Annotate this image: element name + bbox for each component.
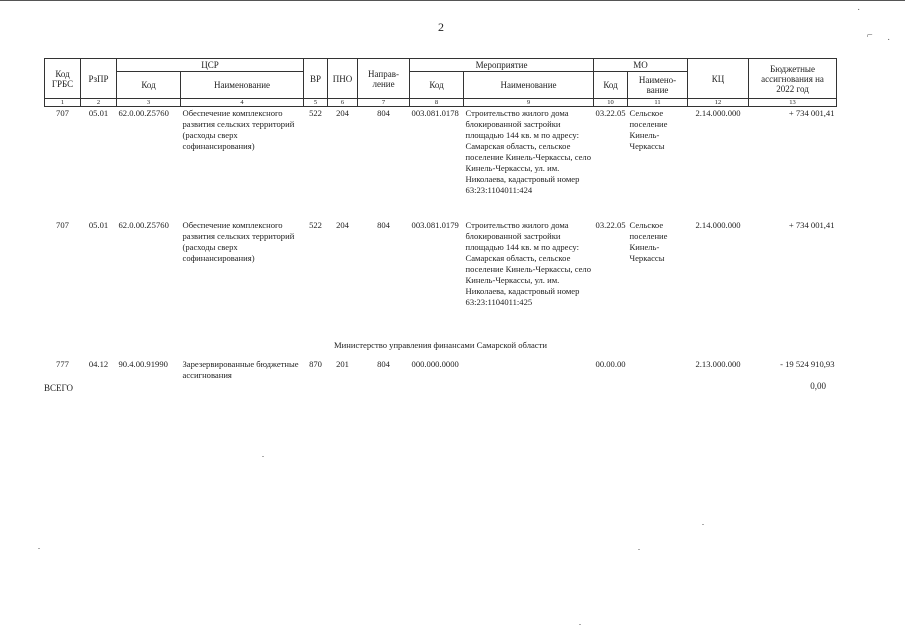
scan-artifact: ⌐ xyxy=(867,30,873,41)
cell-mo-code: 00.00.00 xyxy=(595,359,626,369)
cell-csr-code: 90.4.00.91990 xyxy=(118,359,168,369)
cell-mo-name: Сельское поселение Кинель-Черкассы xyxy=(629,108,668,151)
cell-csr-name: Обеспечение комплексного развития сельских территорий (расходы сверх софинансирования) xyxy=(182,220,295,263)
total-label: ВСЕГО xyxy=(44,383,73,393)
ministry-label: Министерство управления финансами Самарской области xyxy=(334,339,547,350)
scan-artifact: ˙ xyxy=(887,38,891,49)
cell-mo-code: 03.22.05 xyxy=(595,220,626,230)
scan-speck xyxy=(38,548,40,549)
header-mo-name: Наимено-вание xyxy=(628,72,688,99)
column-index: 1 xyxy=(45,99,81,107)
cell-mo-name: Сельское поселение Кинель-Черкассы xyxy=(629,220,668,263)
column-index: 9 xyxy=(464,99,594,107)
cell-amount: + 734 001,41 xyxy=(788,220,835,230)
cell-event-name xyxy=(464,354,594,382)
header-rzpr: РзПР xyxy=(81,59,117,99)
column-index: 2 xyxy=(81,99,117,107)
cell-rzpr: 05.01 xyxy=(88,220,109,230)
cell-event-code: 003.081.0179 xyxy=(411,220,459,230)
header-mo: МО xyxy=(594,59,688,72)
column-index: 5 xyxy=(304,99,328,107)
column-index: 11 xyxy=(628,99,688,107)
column-index: 4 xyxy=(181,99,304,107)
cell-pno: 204 xyxy=(336,108,349,118)
cell-mo-name xyxy=(628,354,688,382)
header-vr: ВР xyxy=(304,59,328,99)
cell-grbs: 707 xyxy=(56,108,69,118)
cell-pno: 204 xyxy=(336,220,349,230)
header-csr-code: Код xyxy=(117,72,181,99)
scan-speck xyxy=(702,524,704,525)
header-kc: КЦ xyxy=(688,59,749,99)
ministry-section-heading xyxy=(45,331,837,354)
table-row xyxy=(45,354,837,382)
cell-grbs: 707 xyxy=(56,220,69,230)
scan-speck xyxy=(638,549,640,550)
cell-kc: 2.14.000.000 xyxy=(695,220,741,230)
cell-rzpr: 05.01 xyxy=(88,108,109,118)
cell-mo-code: 03.22.05 xyxy=(595,108,626,118)
column-index: 7 xyxy=(358,99,410,107)
cell-rzpr: 04.12 xyxy=(88,359,109,369)
header-csr-name: Наименование xyxy=(181,72,304,99)
header-allocations: Бюджетные ассигнования на 2022 год xyxy=(749,59,837,99)
cell-kc: 2.14.000.000 xyxy=(695,108,741,118)
scan-speck xyxy=(579,624,581,625)
header-direction: Направ-ление xyxy=(358,59,410,99)
header-grbs: Код ГРБС xyxy=(45,59,81,99)
cell-csr-name: Обеспечение комплексного развития сельских территорий (расходы сверх софинансирования) xyxy=(182,108,295,151)
column-index: 6 xyxy=(328,99,358,107)
header-event-name: Наименование xyxy=(464,72,594,99)
total-value: 0,00 xyxy=(810,381,826,391)
page-top-border xyxy=(0,0,905,1)
header-csr: ЦСР xyxy=(117,59,304,72)
column-index: 12 xyxy=(688,99,749,107)
table-row xyxy=(45,219,837,331)
cell-event-name: Строительство жилого дома блокированной застройки площадью 144 кв. м по адресу: Самарская область, сельское поселение Кинель-Черкассы, село Кинель-Черкассы, ул. им. Николаева, кадастровый номер 63:23:1104011:424 xyxy=(465,108,592,195)
page-number: 2 xyxy=(438,20,444,34)
cell-event-code: 003.081.0178 xyxy=(411,108,459,118)
scan-artifact: ˙ xyxy=(857,8,861,19)
cell-event-code: 000.000.0000 xyxy=(411,359,459,369)
cell-direction: 804 xyxy=(377,220,390,230)
header-mo-code: Код xyxy=(594,72,628,99)
column-index: 8 xyxy=(410,99,464,107)
cell-grbs: 777 xyxy=(56,359,69,369)
header-event: Мероприятие xyxy=(410,59,594,72)
budget-allocation-table xyxy=(44,58,837,382)
scan-speck xyxy=(262,456,264,457)
cell-event-name: Строительство жилого дома блокированной застройки площадью 144 кв. м по адресу: Самарская область, сельское поселение Кинель-Черкассы, село Кинель-Черкассы, ул. им. Николаева, кадастровый номер 63:23:1104011:425 xyxy=(465,220,592,307)
cell-csr-code: 62.0.00.Z5760 xyxy=(118,220,169,230)
cell-amount: - 19 524 910,93 xyxy=(780,359,835,369)
cell-pno: 201 xyxy=(336,359,349,369)
column-index: 13 xyxy=(749,99,837,107)
cell-vr: 522 xyxy=(309,108,322,118)
cell-csr-name: Зарезервированные бюджетные ассигнования xyxy=(182,359,299,380)
cell-direction: 804 xyxy=(377,108,390,118)
cell-vr: 522 xyxy=(309,220,322,230)
cell-direction: 804 xyxy=(377,359,390,369)
column-index: 10 xyxy=(594,99,628,107)
header-pno: ПНО xyxy=(328,59,358,99)
header-event-code: Код xyxy=(410,72,464,99)
column-index: 3 xyxy=(117,99,181,107)
cell-csr-code: 62.0.00.Z5760 xyxy=(118,108,169,118)
cell-vr: 870 xyxy=(309,359,322,369)
cell-amount: + 734 001,41 xyxy=(788,108,835,118)
cell-kc: 2.13.000.000 xyxy=(695,359,741,369)
table-row xyxy=(45,107,837,220)
